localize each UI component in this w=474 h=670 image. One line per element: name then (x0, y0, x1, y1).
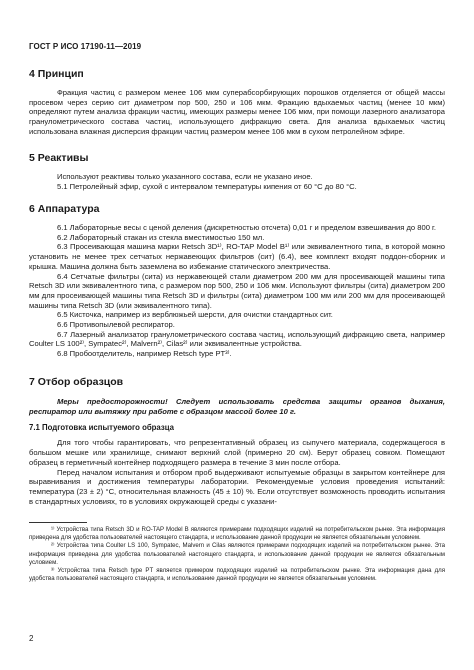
apparatus-item: 6.3 Просеивающая машина марки Retsch 3D¹⁾, RO-TAP Model B¹⁾ или эквивалентного типа, в которой можно установить не менее трех сетчатых нержавеющих фильтров (сит) (6.4), вее комплект входят поддон-сборник и крышка. Машина должна быть заземлена во избежание статического электричества. (29, 242, 445, 271)
footnote-separator (29, 522, 87, 523)
section-7 (29, 376, 445, 506)
section-6 (29, 203, 445, 359)
apparatus-item: 6.8 Пробоотделитель, например Retsch type PT³⁾. (57, 349, 232, 359)
section-5-item: 5.1 Петролейный эфир, сухой с интервалом температуры кипения от 60 °С до 80 °С. (57, 181, 357, 191)
apparatus-item: 6.1 Лабораторные весы с ценой деления (дискретностью отсчета) 0,01 г и пределом взвешивания до 800 г. (57, 223, 436, 232)
section-6-list (29, 223, 445, 359)
section-4-paragraph: Фракция частиц с размером менее 106 мкм суперабсорбирующих порошков отделяется от общей массы просевом через серию сит диаметром пор 500, 250 и 106 мкм. Фракцию вдыхаемых частиц (менее 10 мкм) определяют путем анализа фракции частиц, имеющих размеры менее 106 мкм, при помощи лазерного анализатора гранулометрического состава частиц, использующего дифракцию света. Для анализа вдыхаемых частиц использована влажная дисперсия фракции частиц размером менее 106 мкм в сухом петролейном эфире. (29, 88, 445, 136)
apparatus-item: 6.2 Лабораторный стакан из стекла вместимостью 150 мл. (57, 232, 265, 242)
section-7-paragraph: Перед началом испытания и отбором проб выдерживают испытуемые образцы в закрытом контейнере для выравнивания и достижения температуры лаборатории. Рекомендуемые условия проведения испытаний: температура (23 ± 2) °С, относительная влажность (45 ± 10) %. Если отсутствует возможность проводить испытания в стандартных условиях, то в условиях окружающей среды с указани- (29, 467, 445, 506)
apparatus-item: 6.6 Противопылевой респиратор. (57, 320, 175, 330)
section-7-title: 7 Отбор образцов (29, 376, 124, 388)
footnote: ¹⁾ Устройства типа Retsch 3D и RO-TAP Model B являются примерами подходящих изделий на потребительском рынке. Эта информация приведена для удобства пользователей настоящего стандарта, и использование данной продукции не является обязательным условием. (29, 526, 445, 542)
apparatus-item: 6.5 Кисточка, например из верблюжьей шерсти, для очистки стандартных сит. (57, 310, 333, 320)
section-6-title: 6 Аппаратура (29, 203, 100, 215)
section-5-title: 5 Реактивы (29, 152, 89, 164)
section-5 (29, 152, 445, 191)
apparatus-item: 6.4 Сетчатые фильтры (сита) из нержавеющей стали диаметром 200 мм для просеивающей машины типа Retsch 3D или эквивалентного типа, с размером пор 500, 250 и 106 мкм. Используют фильтры (сита) диаметром 200 мм для просеивающей машины типа Retsch 3D и фильтры (сита) диаметром 100 мм или 200 мм для просеивающей машины типа Retsch 3D (или эквивалентного типа). (29, 271, 445, 310)
apparatus-item: 6.7 Лазерный анализатор гранулометрического состава частиц, использующий дифракцию света, например Coulter LS 100²⁾, Sympatec²⁾, Malvern²⁾, Cilas²⁾ или эквивалентные устройства. (29, 329, 445, 349)
footnote: ³⁾ Устройства типа Retsch type PT является примером подходящих изделий на потребительском рынке. Эта информация дана для удобства пользователей настоящего стандарта, и использование данной продукции не является обязательным условием. (29, 567, 445, 583)
safety-warning: Меры предосторожности! Следует использовать средства защиты органов дыхания, респиратор или вытяжку при работе с образцом массой более 10 г. (29, 397, 445, 416)
subsection-7-1-title: 7.1 Подготовка испытуемого образца (29, 423, 174, 433)
section-7-paragraph: Для того чтобы гарантировать, что репрезентативный образец из сыпучего материала, содержащегося в большом мешке или хранилище, снимают верхний слой (примерно 20 см). Берут образец совком. Помещают образец в герметичный контейнер подходящего размера в течение 3 мин после отбора. (29, 438, 445, 467)
footnote: ²⁾ Устройства типа Coulter LS 100, Sympatec, Malvern и Cilas являются примерами подходящих изделий на потребительском рынке. Эта информация приведена для удобства пользователей настоящего стандарта, и использование данной продукции не является обязательным условием. (29, 542, 445, 566)
page-number: 2 (29, 634, 34, 643)
section-5-paragraph: Используют реактивы только указанного состава, если не указано иное. (57, 172, 313, 181)
running-header: ГОСТ Р ИСО 17190-11—2019 (29, 42, 142, 51)
section-4-title: 4 Принцип (29, 68, 84, 80)
section-4 (29, 68, 445, 137)
footnotes (29, 526, 445, 583)
